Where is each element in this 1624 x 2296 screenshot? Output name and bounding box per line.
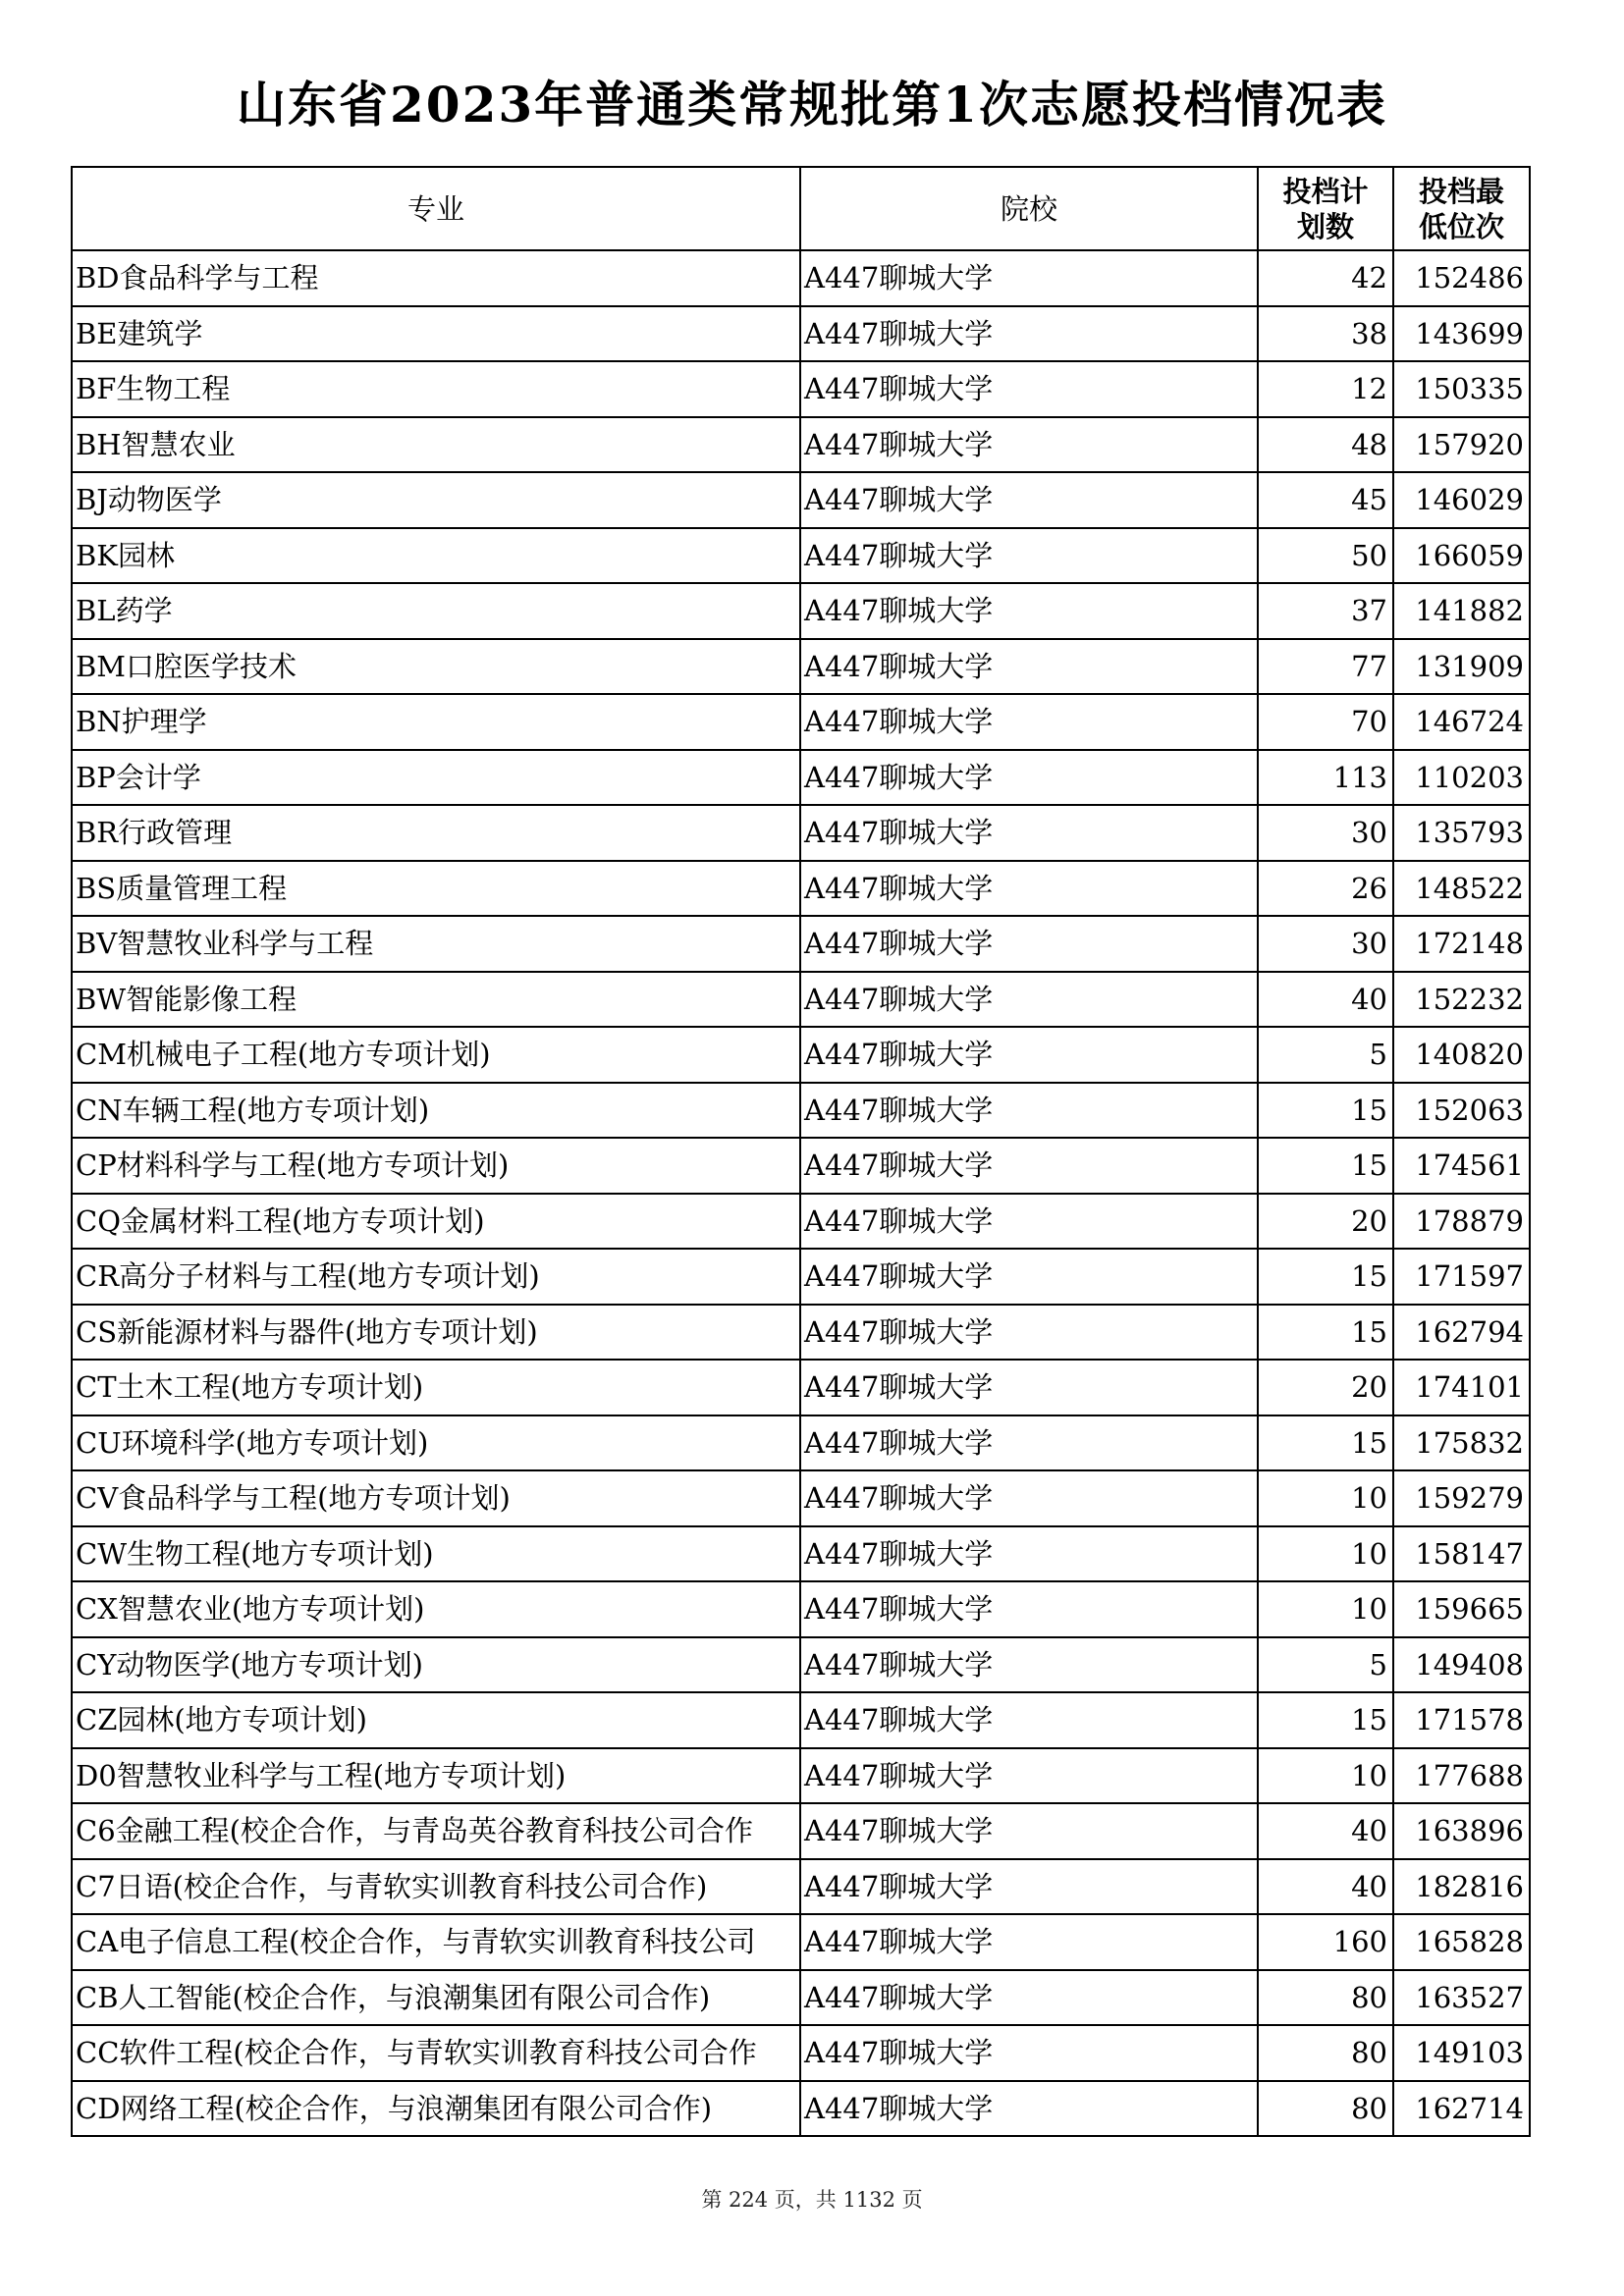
table-row — [72, 2025, 1530, 2081]
min-rank-cell: 135793 — [1393, 805, 1530, 861]
plan-count-cell: 12 — [1258, 361, 1393, 417]
min-rank-cell: 175832 — [1393, 1415, 1530, 1471]
school-cell: A447聊城大学 — [800, 1138, 1258, 1194]
major-cell: CT土木工程(地方专项计划) — [72, 1360, 800, 1415]
major-cell: CP材料科学与工程(地方专项计划) — [72, 1138, 800, 1194]
school-cell: A447聊城大学 — [800, 1305, 1258, 1361]
school-cell: A447聊城大学 — [800, 1360, 1258, 1415]
table-row — [72, 1415, 1530, 1471]
min-rank-cell: 146029 — [1393, 472, 1530, 528]
school-cell: A447聊城大学 — [800, 472, 1258, 528]
min-rank-cell: 178879 — [1393, 1194, 1530, 1250]
school-cell: A447聊城大学 — [800, 861, 1258, 917]
plan-count-cell: 15 — [1258, 1305, 1393, 1361]
page-footer: 第 224 页，共 1132 页 — [701, 2188, 923, 2212]
plan-count-cell: 15 — [1258, 1083, 1393, 1139]
school-cell: A447聊城大学 — [800, 361, 1258, 417]
plan-count-cell: 50 — [1258, 528, 1393, 584]
table-row — [72, 1581, 1530, 1637]
school-cell: A447聊城大学 — [800, 1249, 1258, 1305]
table-row — [72, 972, 1530, 1028]
min-rank-cell: 159665 — [1393, 1581, 1530, 1637]
table-row — [72, 861, 1530, 917]
min-rank-cell: 174101 — [1393, 1360, 1530, 1415]
table-row — [72, 1526, 1530, 1582]
table-row — [72, 306, 1530, 362]
plan-count-cell: 40 — [1258, 1803, 1393, 1859]
major-cell: CC软件工程(校企合作，与青软实训教育科技公司合作 — [72, 2025, 800, 2081]
header-major: 专业 — [72, 167, 800, 250]
table-row — [72, 1859, 1530, 1915]
major-cell: CY动物医学(地方专项计划) — [72, 1637, 800, 1693]
min-rank-cell: 182816 — [1393, 1859, 1530, 1915]
major-cell: BR行政管理 — [72, 805, 800, 861]
table-row — [72, 1027, 1530, 1083]
table-row — [72, 694, 1530, 750]
school-cell: A447聊城大学 — [800, 1194, 1258, 1250]
major-cell: CS新能源材料与器件(地方专项计划) — [72, 1305, 800, 1361]
min-rank-cell: 146724 — [1393, 694, 1530, 750]
min-rank-cell: 110203 — [1393, 750, 1530, 806]
min-rank-cell: 149408 — [1393, 1637, 1530, 1693]
school-cell: A447聊城大学 — [800, 1748, 1258, 1804]
school-cell: A447聊城大学 — [800, 1470, 1258, 1526]
min-rank-cell: 163527 — [1393, 1970, 1530, 2026]
major-cell: C7日语(校企合作，与青软实训教育科技公司合作) — [72, 1859, 800, 1915]
plan-count-cell: 80 — [1258, 2025, 1393, 2081]
min-rank-cell: 149103 — [1393, 2025, 1530, 2081]
plan-count-cell: 80 — [1258, 2081, 1393, 2137]
table-row — [72, 1138, 1530, 1194]
page-title: 山东省2023年普通类常规批第1次志愿投档情况表 — [237, 76, 1387, 133]
school-cell: A447聊城大学 — [800, 583, 1258, 639]
table-row — [72, 472, 1530, 528]
header-row — [72, 167, 1530, 250]
table-row — [72, 1803, 1530, 1859]
header-school: 院校 — [800, 167, 1258, 250]
table-row — [72, 1360, 1530, 1415]
table-row — [72, 528, 1530, 584]
min-rank-cell: 152486 — [1393, 250, 1530, 306]
plan-count-cell: 10 — [1258, 1470, 1393, 1526]
major-cell: CM机械电子工程(地方专项计划) — [72, 1027, 800, 1083]
major-cell: CN车辆工程(地方专项计划) — [72, 1083, 800, 1139]
min-rank-cell: 131909 — [1393, 639, 1530, 695]
min-rank-cell: 159279 — [1393, 1470, 1530, 1526]
plan-count-cell: 40 — [1258, 1859, 1393, 1915]
plan-count-cell: 48 — [1258, 417, 1393, 473]
school-cell: A447聊城大学 — [800, 1637, 1258, 1693]
table-row — [72, 1083, 1530, 1139]
plan-count-cell: 77 — [1258, 639, 1393, 695]
school-cell: A447聊城大学 — [800, 1914, 1258, 1970]
min-rank-cell: 166059 — [1393, 528, 1530, 584]
school-cell: A447聊城大学 — [800, 250, 1258, 306]
school-cell: A447聊城大学 — [800, 1581, 1258, 1637]
table-row — [72, 805, 1530, 861]
min-rank-cell: 174561 — [1393, 1138, 1530, 1194]
major-cell: C6金融工程(校企合作，与青岛英谷教育科技公司合作 — [72, 1803, 800, 1859]
school-cell: A447聊城大学 — [800, 639, 1258, 695]
table-row — [72, 639, 1530, 695]
min-rank-cell: 177688 — [1393, 1748, 1530, 1804]
table-row — [72, 1249, 1530, 1305]
plan-count-cell: 42 — [1258, 250, 1393, 306]
school-cell: A447聊城大学 — [800, 1083, 1258, 1139]
table-row — [72, 1637, 1530, 1693]
major-cell: CW生物工程(地方专项计划) — [72, 1526, 800, 1582]
table-row — [72, 916, 1530, 972]
table-row — [72, 1194, 1530, 1250]
plan-count-cell: 10 — [1258, 1581, 1393, 1637]
major-cell: BH智慧农业 — [72, 417, 800, 473]
major-cell: CZ园林(地方专项计划) — [72, 1692, 800, 1748]
min-rank-cell: 140820 — [1393, 1027, 1530, 1083]
plan-count-cell: 45 — [1258, 472, 1393, 528]
min-rank-cell: 148522 — [1393, 861, 1530, 917]
school-cell: A447聊城大学 — [800, 2025, 1258, 2081]
plan-count-cell: 113 — [1258, 750, 1393, 806]
school-cell: A447聊城大学 — [800, 1692, 1258, 1748]
school-cell: A447聊城大学 — [800, 1970, 1258, 2026]
plan-count-cell: 20 — [1258, 1194, 1393, 1250]
major-cell: BE建筑学 — [72, 306, 800, 362]
table-header — [72, 167, 1530, 250]
min-rank-cell: 152232 — [1393, 972, 1530, 1028]
plan-count-cell: 40 — [1258, 972, 1393, 1028]
plan-count-cell: 5 — [1258, 1637, 1393, 1693]
major-cell: BF生物工程 — [72, 361, 800, 417]
school-cell: A447聊城大学 — [800, 972, 1258, 1028]
table-row — [72, 2081, 1530, 2137]
table-row — [72, 583, 1530, 639]
school-cell: A447聊城大学 — [800, 805, 1258, 861]
school-cell: A447聊城大学 — [800, 306, 1258, 362]
plan-count-cell: 15 — [1258, 1692, 1393, 1748]
major-cell: CR高分子材料与工程(地方专项计划) — [72, 1249, 800, 1305]
major-cell: BW智能影像工程 — [72, 972, 800, 1028]
plan-count-cell: 30 — [1258, 805, 1393, 861]
plan-count-cell: 10 — [1258, 1526, 1393, 1582]
plan-count-cell: 15 — [1258, 1415, 1393, 1471]
major-cell: BS质量管理工程 — [72, 861, 800, 917]
plan-count-cell: 37 — [1258, 583, 1393, 639]
school-cell: A447聊城大学 — [800, 694, 1258, 750]
min-rank-cell: 162714 — [1393, 2081, 1530, 2137]
table-row — [72, 750, 1530, 806]
plan-count-cell: 10 — [1258, 1748, 1393, 1804]
major-cell: CB人工智能(校企合作，与浪潮集团有限公司合作) — [72, 1970, 800, 2026]
min-rank-cell: 162794 — [1393, 1305, 1530, 1361]
plan-count-cell: 15 — [1258, 1249, 1393, 1305]
table-row — [72, 1692, 1530, 1748]
min-rank-cell: 157920 — [1393, 417, 1530, 473]
school-cell: A447聊城大学 — [800, 1027, 1258, 1083]
school-cell: A447聊城大学 — [800, 2081, 1258, 2137]
plan-count-cell: 80 — [1258, 1970, 1393, 2026]
major-cell: BL药学 — [72, 583, 800, 639]
plan-count-cell: 20 — [1258, 1360, 1393, 1415]
school-cell: A447聊城大学 — [800, 528, 1258, 584]
school-cell: A447聊城大学 — [800, 1526, 1258, 1582]
major-cell: CD网络工程(校企合作，与浪潮集团有限公司合作) — [72, 2081, 800, 2137]
plan-count-cell: 38 — [1258, 306, 1393, 362]
major-cell: CA电子信息工程(校企合作，与青软实训教育科技公司 — [72, 1914, 800, 1970]
major-cell: CV食品科学与工程(地方专项计划) — [72, 1470, 800, 1526]
major-cell: BD食品科学与工程 — [72, 250, 800, 306]
school-cell: A447聊城大学 — [800, 1859, 1258, 1915]
school-cell: A447聊城大学 — [800, 750, 1258, 806]
school-cell: A447聊城大学 — [800, 1803, 1258, 1859]
min-rank-cell: 165828 — [1393, 1914, 1530, 1970]
table-row — [72, 1305, 1530, 1361]
min-rank-cell: 143699 — [1393, 306, 1530, 362]
min-rank-cell: 163896 — [1393, 1803, 1530, 1859]
min-rank-cell: 152063 — [1393, 1083, 1530, 1139]
major-cell: CQ金属材料工程(地方专项计划) — [72, 1194, 800, 1250]
plan-count-cell: 5 — [1258, 1027, 1393, 1083]
plan-count-cell: 30 — [1258, 916, 1393, 972]
table-row — [72, 250, 1530, 306]
table-row — [72, 361, 1530, 417]
major-cell: CU环境科学(地方专项计划) — [72, 1415, 800, 1471]
min-rank-cell: 171597 — [1393, 1249, 1530, 1305]
table-row — [72, 417, 1530, 473]
header-plan: 投档计 划数 — [1258, 167, 1393, 250]
table-row — [72, 1748, 1530, 1804]
table-row — [72, 1470, 1530, 1526]
table-row — [72, 1970, 1530, 2026]
major-cell: BM口腔医学技术 — [72, 639, 800, 695]
school-cell: A447聊城大学 — [800, 916, 1258, 972]
plan-count-cell: 160 — [1258, 1914, 1393, 1970]
major-cell: BJ动物医学 — [72, 472, 800, 528]
major-cell: D0智慧牧业科学与工程(地方专项计划) — [72, 1748, 800, 1804]
min-rank-cell: 150335 — [1393, 361, 1530, 417]
min-rank-cell: 158147 — [1393, 1526, 1530, 1582]
min-rank-cell: 141882 — [1393, 583, 1530, 639]
min-rank-cell: 171578 — [1393, 1692, 1530, 1748]
plan-count-cell: 26 — [1258, 861, 1393, 917]
plan-count-cell: 15 — [1258, 1138, 1393, 1194]
header-rank: 投档最 低位次 — [1393, 167, 1530, 250]
table-body — [72, 250, 1530, 2136]
table-row — [72, 1914, 1530, 1970]
major-cell: BN护理学 — [72, 694, 800, 750]
major-cell: CX智慧农业(地方专项计划) — [72, 1581, 800, 1637]
major-cell: BK园林 — [72, 528, 800, 584]
school-cell: A447聊城大学 — [800, 1415, 1258, 1471]
plan-count-cell: 70 — [1258, 694, 1393, 750]
school-cell: A447聊城大学 — [800, 417, 1258, 473]
major-cell: BP会计学 — [72, 750, 800, 806]
min-rank-cell: 172148 — [1393, 916, 1530, 972]
major-cell: BV智慧牧业科学与工程 — [72, 916, 800, 972]
admission-table — [71, 166, 1531, 2137]
